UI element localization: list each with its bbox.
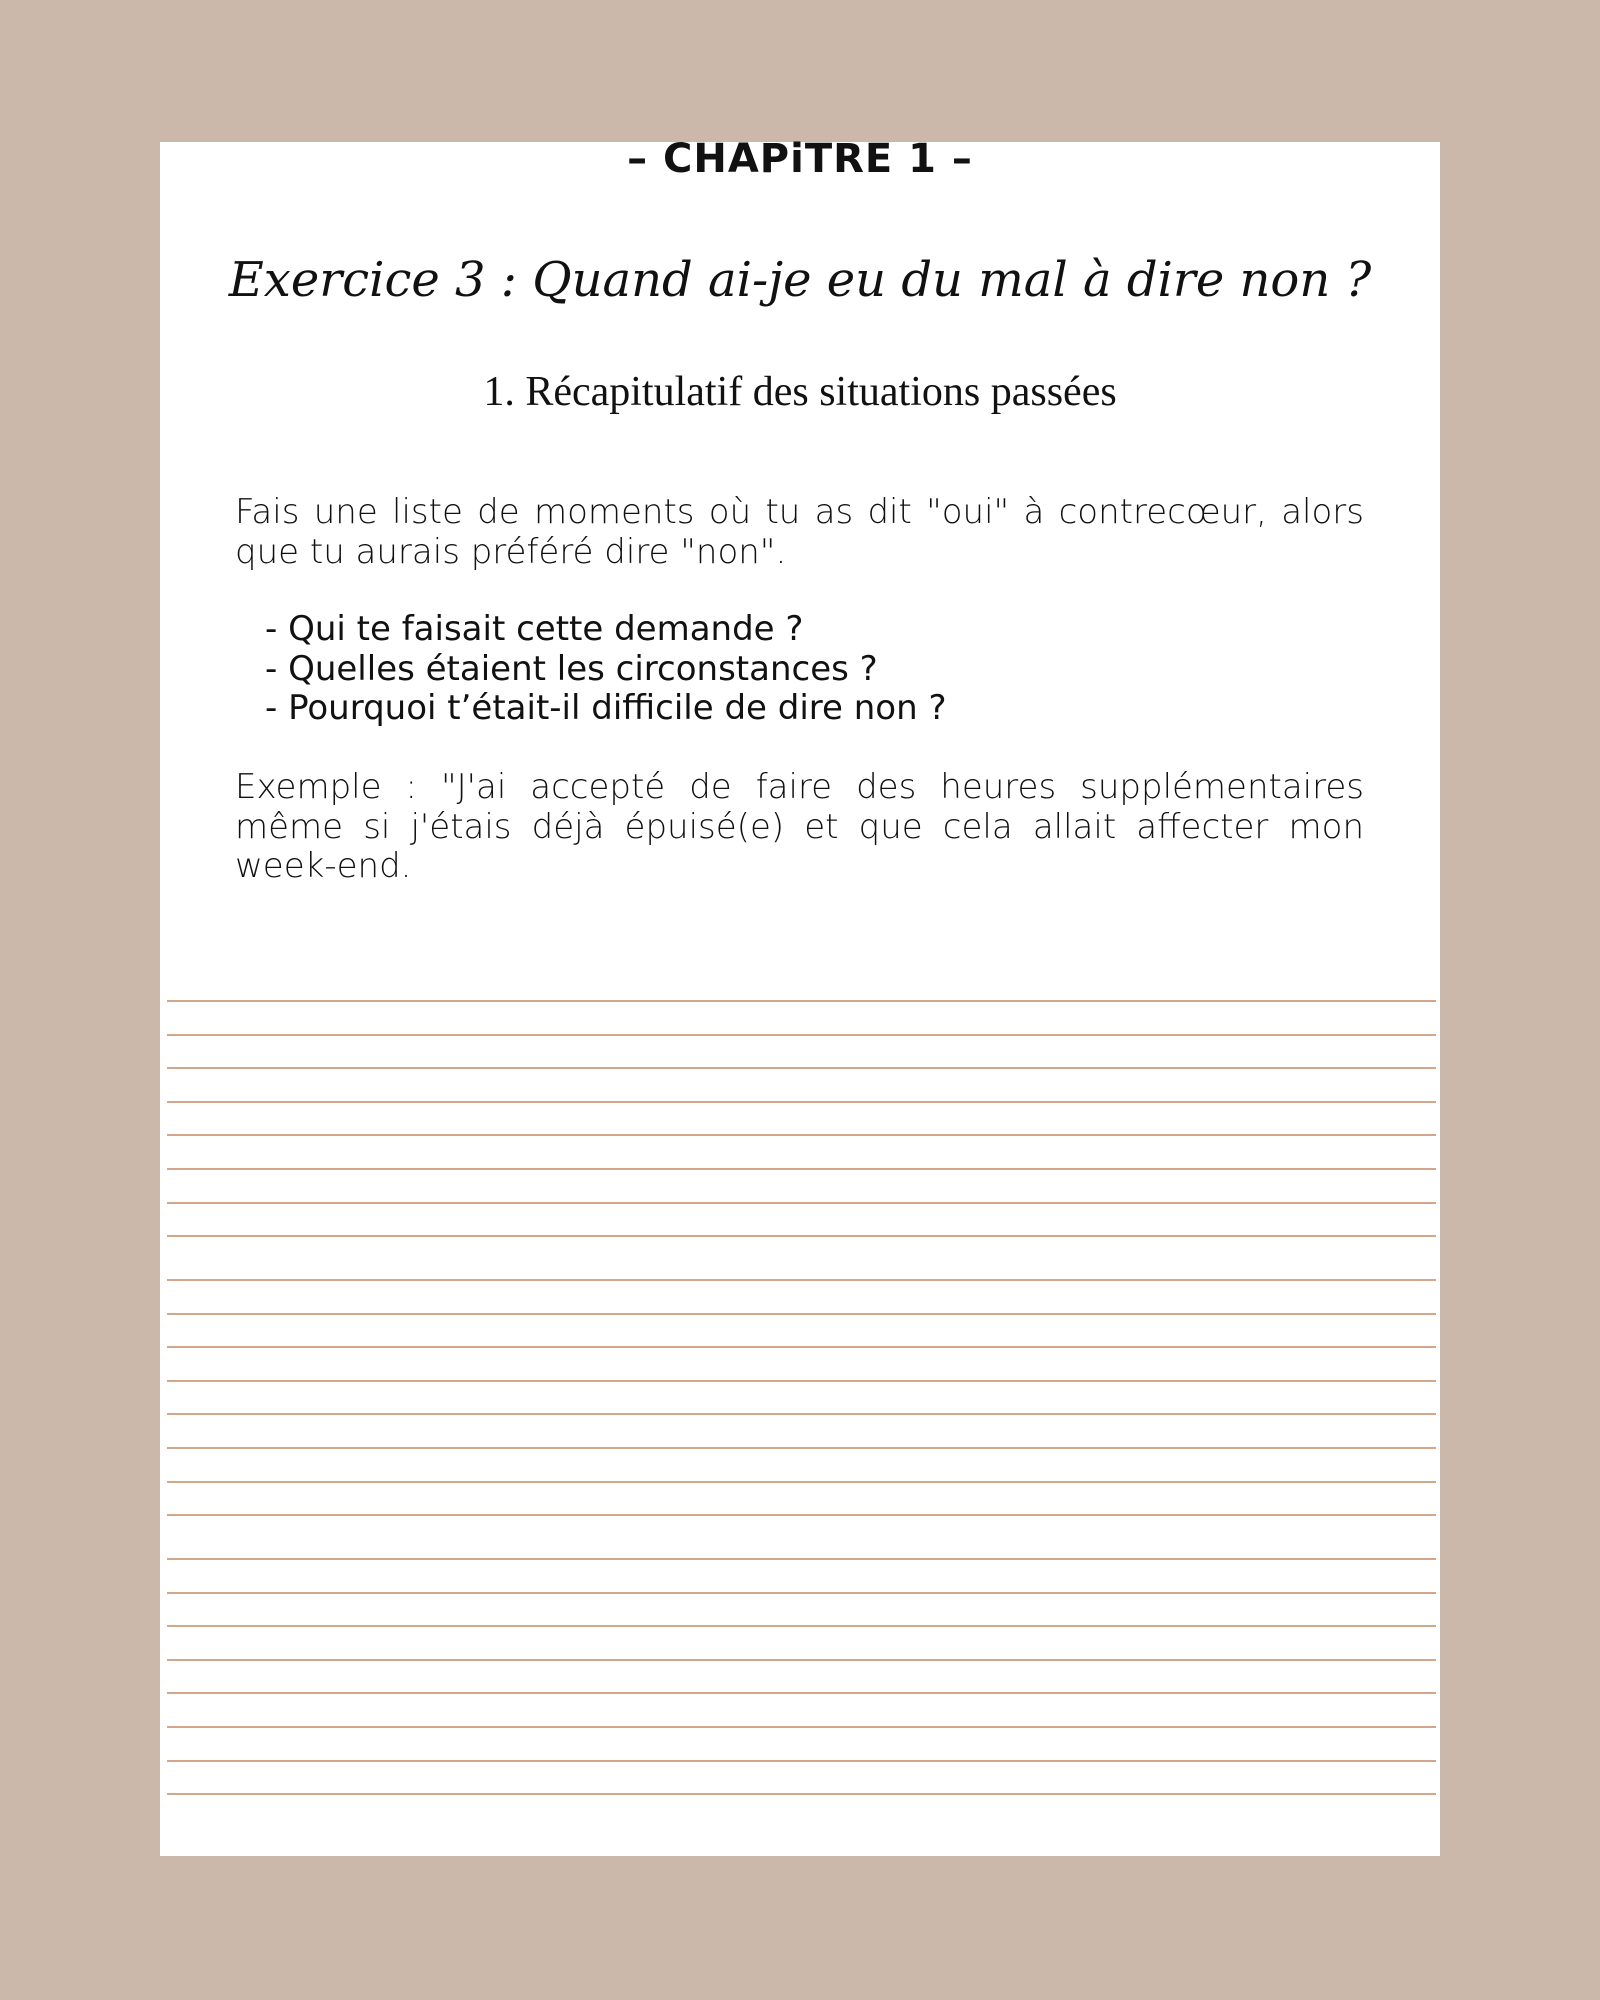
writing-line[interactable] (167, 1558, 1436, 1560)
writing-line[interactable] (167, 1313, 1436, 1315)
writing-line[interactable] (167, 1101, 1436, 1103)
writing-line[interactable] (167, 1659, 1436, 1661)
writing-line[interactable] (167, 1279, 1436, 1281)
question-item: - Quelles étaient les circonstances ? (265, 648, 878, 689)
writing-line[interactable] (167, 1625, 1436, 1627)
writing-line[interactable] (167, 1380, 1436, 1382)
question-item: - Pourquoi t’était-il difficile de dire non ? (265, 688, 947, 728)
writing-line[interactable] (167, 1726, 1436, 1728)
section-title: 1. Récapitulatif des situations passées (483, 369, 1117, 415)
writing-line[interactable] (167, 1514, 1436, 1516)
writing-line[interactable] (167, 1034, 1436, 1036)
writing-line[interactable] (167, 1793, 1436, 1795)
example-paragraph: Exemple : "J'ai accepté de faire des heures supplémentaires même si j'étais déjà épuisé(e) et que cela allait affecter mon week-end. (235, 767, 1364, 886)
writing-line[interactable] (167, 1000, 1436, 1002)
question-item: - Qui te faisait cette demande ? (265, 609, 804, 649)
chapter-title: – CHAPiTRE 1 – (627, 136, 973, 182)
writing-line[interactable] (167, 1134, 1436, 1136)
writing-line[interactable] (167, 1168, 1436, 1170)
instructions-paragraph: Fais une liste de moments où tu as dit "oui" à contrecœur, alors que tu aurais préféré dire "non". (235, 492, 1364, 572)
writing-line[interactable] (167, 1202, 1436, 1204)
writing-line[interactable] (167, 1067, 1436, 1069)
writing-line[interactable] (167, 1235, 1436, 1237)
question-list (265, 610, 947, 729)
writing-line[interactable] (167, 1760, 1436, 1762)
writing-line[interactable] (167, 1592, 1436, 1594)
writing-line[interactable] (167, 1692, 1436, 1694)
writing-line[interactable] (167, 1346, 1436, 1348)
writing-line[interactable] (167, 1447, 1436, 1449)
writing-line[interactable] (167, 1481, 1436, 1483)
exercise-title: Exercice 3 : Quand ai-je eu du mal à dire non ? (228, 252, 1372, 308)
writing-line[interactable] (167, 1413, 1436, 1415)
